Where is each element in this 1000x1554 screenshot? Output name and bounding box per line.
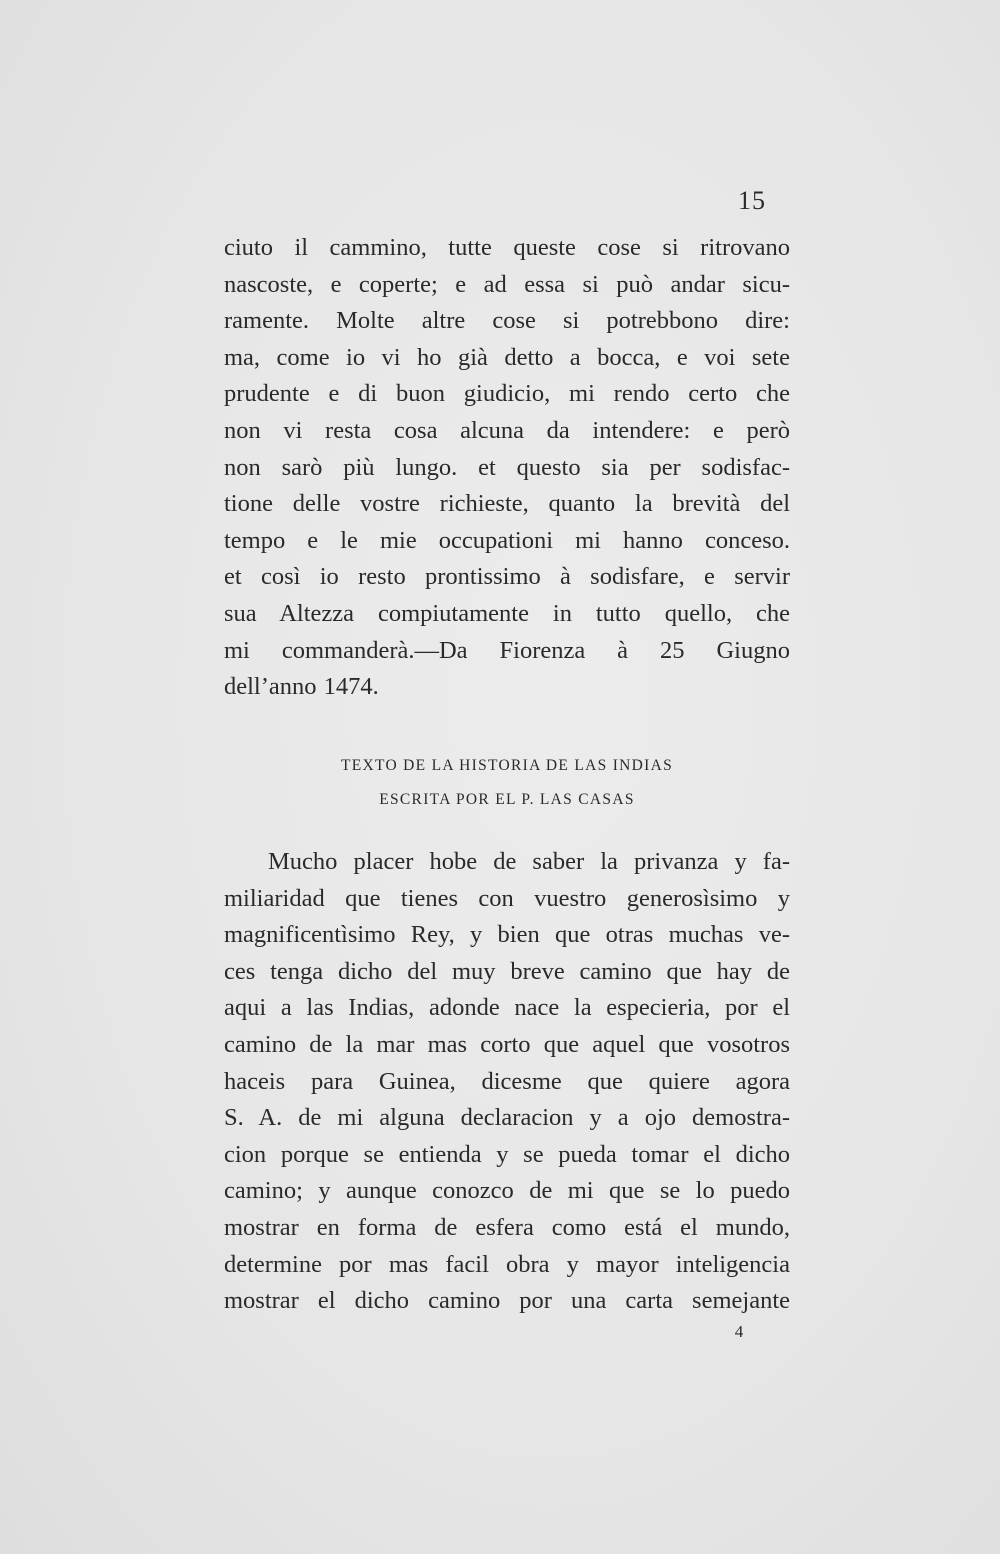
spanish-letter-text <box>224 844 790 1320</box>
text-line: magnificentìsimo Rey, y bien que otras muchas ve- <box>224 921 790 949</box>
page-number: 15 <box>738 186 766 215</box>
section-heading-line-2: ESCRITA POR EL P. LAS CASAS <box>379 791 635 808</box>
text-line: camino de la mar mas corto que aquel que vosotros <box>224 1030 790 1058</box>
text-line: sua Altezza compiutamente in tutto quello, che <box>224 599 790 627</box>
text-line: nascoste, e coperte; e ad essa si può andar sicu- <box>224 270 790 298</box>
text-line: prudente e di buon giudicio, mi rendo certo che <box>224 380 790 408</box>
text-line: mi commanderà.—Da Fiorenza à 25 Giugno <box>224 636 790 664</box>
text-line: ramente. Molte altre cose si potrebbono dire: <box>224 307 790 335</box>
italian-letter-text <box>224 230 790 706</box>
text-line: et così io resto prontissimo à sodisfare, e servir <box>224 563 790 591</box>
text-line: non sarò più lungo. et questo sia per sodisfac- <box>224 453 790 481</box>
text-line: tempo e le mie occupationi mi hanno conceso. <box>224 526 790 554</box>
text-line: non vi resta cosa alcuna da intendere: e però <box>224 416 790 444</box>
signature-mark: 4 <box>734 1322 744 1341</box>
text-line: dell’anno 1474. <box>224 673 379 701</box>
text-line: haceis para Guinea, dicesme que quiere agora <box>224 1067 790 1095</box>
text-line: determine por mas facil obra y mayor inteligencia <box>224 1250 790 1278</box>
text-line: ces tenga dicho del muy breve camino que hay de <box>224 957 790 985</box>
text-line: tione delle vostre richieste, quanto la brevità del <box>224 490 790 518</box>
text-line: ciuto il cammino, tutte queste cose si ritrovano <box>224 234 790 261</box>
text-line: cion porque se entienda y se pueda tomar el dicho <box>224 1140 790 1168</box>
text-line: aqui a las Indias, adonde nace la especieria, por el <box>224 994 790 1022</box>
text-line: Mucho placer hobe de saber la privanza y fa- <box>268 848 790 875</box>
text-line: camino; y aunque conozco de mi que se lo puedo <box>224 1177 790 1205</box>
text-line: mostrar el dicho camino por una carta semejante <box>224 1287 790 1315</box>
section-heading-line-1: TEXTO DE LA HISTORIA DE LAS INDIAS <box>340 757 674 774</box>
text-line: miliaridad que tienes con vuestro generosìsimo y <box>224 884 790 912</box>
text-line: S. A. de mi alguna declaracion y a ojo demostra- <box>224 1104 790 1132</box>
text-line: ma, come io vi ho già detto a bocca, e voi sete <box>224 343 790 371</box>
text-line: mostrar en forma de esfera como está el mundo, <box>224 1213 790 1241</box>
